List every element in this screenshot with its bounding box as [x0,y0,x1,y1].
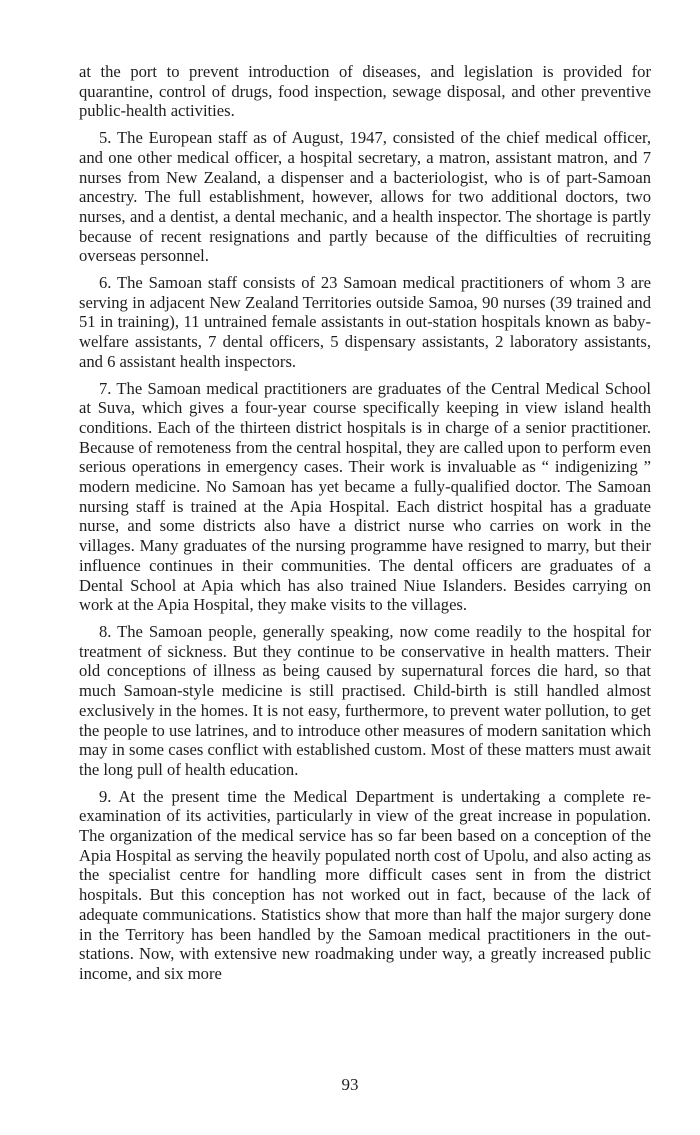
paragraph-9: 9. At the present time the Medical Department is undertaking a complete re-examination of its activities, particularly in view of the great increase in population. The organization of the medical service has so far been based on a conception of the Apia Hospital as serving the heavily populated north cost of Upolu, and also acting as the specialist centre for handling more difficult cases sent in from the district hospitals. But this conception has not worked out in fact, because of the lack of adequate communications. Statistics show that more than half the major surgery done in the Territory has been handled by the Samoan medical practitioners in the out-stations. Now, with extensive new roadmaking under way, a greatly increased public income, and six more [79,786,651,983]
document-body [79,62,651,991]
page-number: 93 [341,1075,359,1094]
paragraph-7: 7. The Samoan medical practitioners are graduates of the Central Medical School at Suva, which gives a four-year course specifically keeping in view island health conditions. Each of the thirteen district hospitals is in charge of a senior practitioner. Because of remoteness from the central hospital, they are called upon to perform even serious operations in emergency cases. Their work is invaluable as “ indigenizing ” modern medicine. No Samoan has yet became a fully-qualified doctor. The Samoan nursing staff is trained at the Apia Hospital. Each district hospital has a graduate nurse, and some districts also have a district nurse who carries on work in the villages. Many graduates of the nursing programme have resigned to marry, but their influence continues in their communities. The dental officers are graduates of a Dental School at Apia which has also trained Niue Islanders. Besides carrying on work at the Apia Hospital, they make visits to the villages. [79,378,651,615]
paragraph-6: 6. The Samoan staff consists of 23 Samoan medical practitioners of whom 3 are serving in adjacent New Zealand Territories outside Samoa, 90 nurses (39 trained and 51 in training), 11 untrained female assistants in out-station hospitals known as baby-welfare assistants, 7 dental officers, 5 dispensary assistants, 2 laboratory assistants, and 6 assistant health inspectors. [79,273,651,371]
paragraph-continuation: at the port to prevent introduction of diseases, and legislation is provided for quarantine, control of drugs, food inspection, sewage disposal, and other preventive public-health activities. [79,62,651,121]
paragraph-8: 8. The Samoan people, generally speaking, now come readily to the hospital for treatment of sickness. But they continue to be conservative in health matters. Their old conceptions of illness as being caused by supernatural forces die hard, so that much Samoan-style medicine is still practised. Child-birth is still handled almost exclusively in the homes. It is not easy, furthermore, to prevent water pollution, to get the people to use latrines, and to introduce other measures of modern sanitation which may in some cases conflict with established custom. Most of these matters must await the long pull of health education. [79,621,651,779]
paragraph-5: 5. The European staff as of August, 1947, consisted of the chief medical officer, and one other medical officer, a hospital secretary, a matron, assistant matron, and 7 nurses from New Zealand, a dispenser and a bacteriologist, who is of part-Samoan ancestry. The full establishment, however, allows for two additional doctors, two nurses, and a dentist, a dental mechanic, and a health inspector. The shortage is partly because of recent resignations and partly because of the difficulties of recruiting overseas personnel. [79,128,651,266]
